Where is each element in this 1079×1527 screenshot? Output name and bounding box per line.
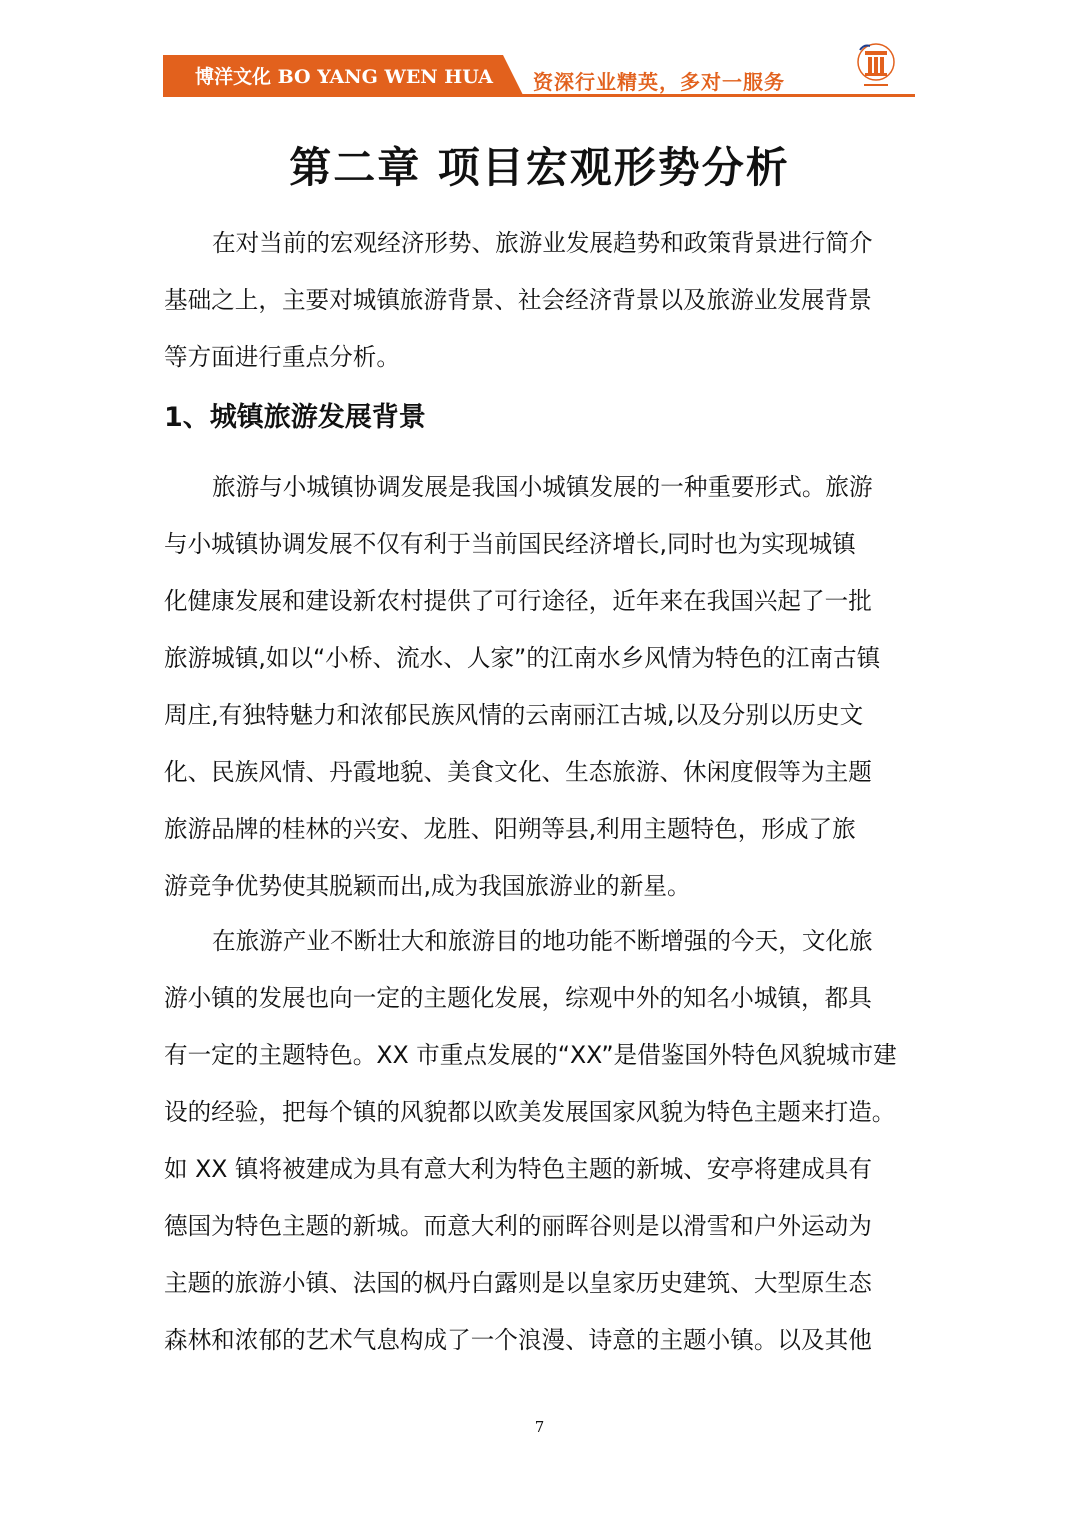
paragraph-2 (164, 913, 916, 1369)
chapter-title: 第二章 项目宏观形势分析 (289, 143, 790, 192)
paragraph-line: 如 XX 镇将被建成为具有意大利为特色主题的新城、安亭将建成具有 (164, 1155, 872, 1183)
paragraph-line: 化健康发展和建设新农村提供了可行途径，近年来在我国兴起了一批 (164, 587, 872, 615)
intro-paragraph (164, 215, 916, 386)
paragraph-line: 旅游城镇,如以“小桥、流水、人家”的江南水乡风情为特色的江南古镇 (164, 644, 881, 672)
page-number: 7 (534, 1418, 545, 1436)
paragraph-line: 化、民族风情、丹霞地貌、美食文化、生态旅游、休闲度假等为主题 (164, 758, 872, 786)
paragraph-line: 游竞争优势使其脱颖而出,成为我国旅游业的新星。 (164, 872, 691, 900)
paragraph-line: 德国为特色主题的新城。而意大利的丽晖谷则是以滑雪和户外运动为 (164, 1212, 872, 1240)
paragraph-line: 旅游品牌的桂林的兴安、龙胜、阳朔等县,利用主题特色，形成了旅 (164, 815, 856, 843)
paragraph-line: 设的经验，把每个镇的风貌都以欧美发展国家风貌为特色主题来打造。 (164, 1098, 896, 1126)
paragraph-line: 森林和浓郁的艺术气息构成了一个浪漫、诗意的主题小镇。以及其他 (164, 1326, 872, 1354)
paragraph-line: 游小镇的发展也向一定的主题化发展，综观中外的知名小城镇，都具 (164, 984, 872, 1012)
brand-name: 博洋文化 BO YANG WEN HUA (195, 66, 493, 88)
paragraph-line: 旅游与小城镇协调发展是我国小城镇发展的一种重要形式。旅游 (212, 473, 873, 501)
paragraph-line: 周庄,有独特魅力和浓郁民族风情的云南丽江古城,以及分别以历史文 (164, 701, 864, 729)
paragraph-line: 在旅游产业不断壮大和旅游目的地功能不断增强的今天，文化旅 (212, 927, 873, 955)
paragraph-line: 有一定的主题特色。XX 市重点发展的“XX”是借鉴国外特色风貌城市建 (164, 1041, 897, 1069)
intro-line: 在对当前的宏观经济形势、旅游业发展趋势和政策背景进行简介 (212, 229, 873, 257)
section-heading: 1、城镇旅游发展背景 (164, 402, 426, 433)
paragraph-line: 主题的旅游小镇、法国的枫丹白露则是以皇家历史建筑、大型原生态 (164, 1269, 872, 1297)
paragraph-1 (164, 459, 916, 915)
intro-line: 基础之上，主要对城镇旅游背景、社会经济背景以及旅游业发展背景 (164, 286, 872, 314)
header-slogan: 资深行业精英，多对一服务 (533, 70, 785, 94)
paragraph-line: 与小城镇协调发展不仅有利于当前国民经济增长,同时也为实现城镇 (164, 530, 856, 558)
boyang-logo-icon (856, 42, 896, 88)
header-divider (163, 94, 915, 97)
intro-line: 等方面进行重点分析。 (164, 343, 400, 371)
